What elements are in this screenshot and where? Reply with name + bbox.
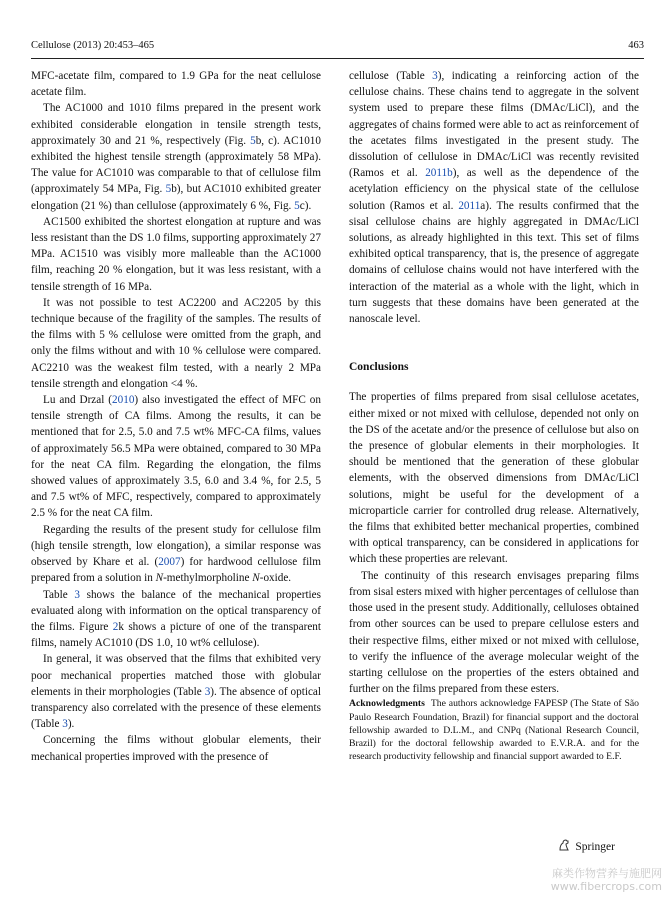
citation-link[interactable]: 2007 <box>158 556 181 569</box>
text-run: cellulose (Table <box>349 70 433 82</box>
left-column-paragraph <box>31 587 321 652</box>
right-column <box>349 68 639 763</box>
conclusions-paragraph-1: The properties of films prepared from sisal cellulose acetates, either mixed or not mixed with cellulose, depended not only on the DS of the acetate and/or the presence of cellulose but also on the presence of globular elements in their morphologies. It should be mentioned that the generation of these globular elements, with the observed dimensions from DMAc/LiCl solutions, might be useful for the development of a microparticle carrier for controlled drug release. Alternatively, the films that exhibited better mechanical properties, combined with optical transparency, can be considered in applications for which these properties are relevant. <box>349 391 639 566</box>
left-column-paragraph <box>31 214 321 295</box>
text-run: ) for hardwood cellulose film prepared from a solution in <box>31 556 321 585</box>
text-run: c). <box>299 199 312 212</box>
citation-link[interactable]: 3 <box>204 685 211 698</box>
text-run: ), as well as the dependence of the acetylation efficiency on the physical state of the cellulose solution (Ramos et al. <box>349 167 640 212</box>
left-column-paragraph <box>31 68 321 100</box>
publisher-name: Springer <box>575 840 615 853</box>
acknowledgments-text: The authors acknowledge FAPESP (The State of São Paulo Research Foundation, Brazil) for financial support and the doctoral fellowship awarded to D.L.M., and CNPq (National Research Council, Brazil) for the doctoral fellowship awarded to E.V.R.A. and for the research productivity fellowship and financial support awarded to E.F. <box>349 698 639 763</box>
text-run: b, c). AC1010 exhibited the highest tensile strength (approximately 58 MPa). The value for AC1010 was comparable to that of cellulose film (approximately 54 MPa, Fig. <box>31 134 321 196</box>
text-run: Lu and Drzal ( <box>43 394 113 407</box>
citation-link[interactable]: 2010 <box>112 394 135 407</box>
right-column-paragraph <box>349 68 639 327</box>
left-column-paragraph <box>31 651 321 732</box>
text-run: Table <box>43 588 75 601</box>
left-column-paragraph <box>31 522 321 587</box>
header-rule <box>31 58 644 59</box>
text-run: shows the balance of the mechanical properties evaluated along with information on the optical transparency of the films. Figure <box>31 588 321 633</box>
text-run: ). The absence of optical transparency also correlated with the presence of these elements (Table <box>31 685 321 731</box>
text-run: -methylmorpholine <box>163 572 253 585</box>
acknowledgments <box>349 697 639 763</box>
text-run: In general, it was observed that the films that exhibited very poor mechanical properties matched those with globular elements in their morphologies (Table <box>31 653 321 698</box>
page-number: 463 <box>628 40 644 51</box>
citation-link[interactable]: 5 <box>165 183 172 196</box>
citation-link[interactable]: 2 <box>112 620 119 633</box>
citation-link[interactable]: 5 <box>294 199 300 212</box>
left-column-paragraph <box>31 732 321 764</box>
left-column-paragraph <box>31 295 321 392</box>
right-column-body <box>349 68 639 327</box>
text-run: ), indicating a reinforcing action of the cellulose chains. These chains tend to aggregate in the solvent system used to prepare these films (DMAc/LiCl), and the aggregates of chains formed were able to act as reinforcement of the acetates films investigated in the present study. The dissolution of cellulose in DMAc/LiCl was recently revisited (Ramos et al. <box>349 70 639 180</box>
left-column <box>31 68 321 765</box>
text-run: b), but AC1010 exhibited greater elongation (21 %) than cellulose (approximately 6 %, Fig. <box>31 183 321 212</box>
text-run: The AC1000 and 1010 films prepared in the present work exhibited considerable elongation in tensile strength tests, approximately 30 and 21 %, respectively (Fig. <box>31 102 321 147</box>
text-run: AC1500 exhibited the shortest elongation at rupture and was less resistant than the DS 1.0 films, supporting approximately 27 MPa. AC1510 was visibly more malleable than the AC1000 film, reaching 20 % elongation, but it was less resistant, with a tensile strength of 16 MPa. <box>31 215 321 293</box>
text-run: Regarding the results of the present study for cellulose film (high tensile strength, low elongation), a similar response was observed by Khare et al. ( <box>31 523 321 569</box>
watermark-line-2: www.fibercrops.com <box>550 880 662 893</box>
text-run: N <box>155 572 164 585</box>
text-run: N <box>252 572 260 585</box>
springer-horse-icon <box>557 838 571 855</box>
citation-link[interactable]: 3 <box>62 718 68 731</box>
citation-link[interactable]: 3 <box>432 70 438 82</box>
watermark-line-1: 麻类作物营养与施肥网 <box>552 867 662 880</box>
citation-link[interactable]: 3 <box>74 588 80 601</box>
journal-citation: Cellulose (2013) 20:453–465 <box>31 40 155 51</box>
acknowledgments-label: Acknowledgments <box>349 698 425 710</box>
text-run: ). <box>67 718 75 731</box>
conclusions-paragraph-2: The continuity of this research envisages preparing films from sisal esters mixed with higher percentages of cellulose than those used in the present study. Additionally, celluloses obtained from other sources can be used to prepare cellulose esters and their respective films, either mixed or not mixed with cellulose, to verify the influence of the average molecular weight of the starting cellulose on the properties of the esters obtained and further on the films prepared from these esters. <box>349 569 639 696</box>
citation-link[interactable]: 2011b <box>425 167 453 180</box>
running-header <box>31 40 644 54</box>
text-run: It was not possible to test AC2200 and AC2205 by this technique because of the fragility of the samples. The results of the films with 5 % cellulose were omitted from the graph, and only the films without and with 10 % cellulose were compared. AC2210 was the weakest film tested, with a nearly 2 MPa tensile strength and elongation <4 %. <box>31 296 321 390</box>
citation-link[interactable]: 2011 <box>458 199 481 212</box>
text-run: -oxide. <box>259 572 292 585</box>
citation-link[interactable]: 5 <box>250 134 256 147</box>
text-run: k shows a picture of one of the transparent films, namely AC1010 (DS 1.0, 10 wt% cellulose). <box>31 620 321 650</box>
text-run: a). The results confirmed that the sisal cellulose chains are highly aggregated in DMAc/LiCl solutions, as already highlighted in this text. This set of films exhibited optical transparency, that is, the presence of aggregate domains of cellulose chains would not have interfered with the interaction of the material as a whole with the light, which in turn suggests that these domains have been generated at the nanoscale level. <box>349 199 639 326</box>
watermark <box>551 867 662 893</box>
left-column-paragraph <box>31 392 321 522</box>
text-run: MFC-acetate film, compared to 1.9 GPa for the neat cellulose acetate film. <box>31 70 321 99</box>
publisher-logo <box>557 838 615 855</box>
section-heading-conclusions: Conclusions <box>349 361 409 374</box>
left-column-paragraph <box>31 100 321 213</box>
text-run: Concerning the films without globular elements, their mechanical properties improved with the presence of <box>31 734 321 763</box>
text-run: ) also investigated the effect of MFC on tensile strength of CA films. Among the results, it can be mentioned that for 2.5, 5.0 and 7.5 wt% MFC-CA films, values of approximately 56.5 MPa were obtained, compared to 30 MPa for the neat CA film. Regarding the elongation, the films showed values of approximately 3.5, 6.0 and 3.4 %, for 2.5, 5 and 7.5 wt% of MFC, respectively, compared to approximately 2.5 % for the neat CA film. <box>31 394 321 520</box>
